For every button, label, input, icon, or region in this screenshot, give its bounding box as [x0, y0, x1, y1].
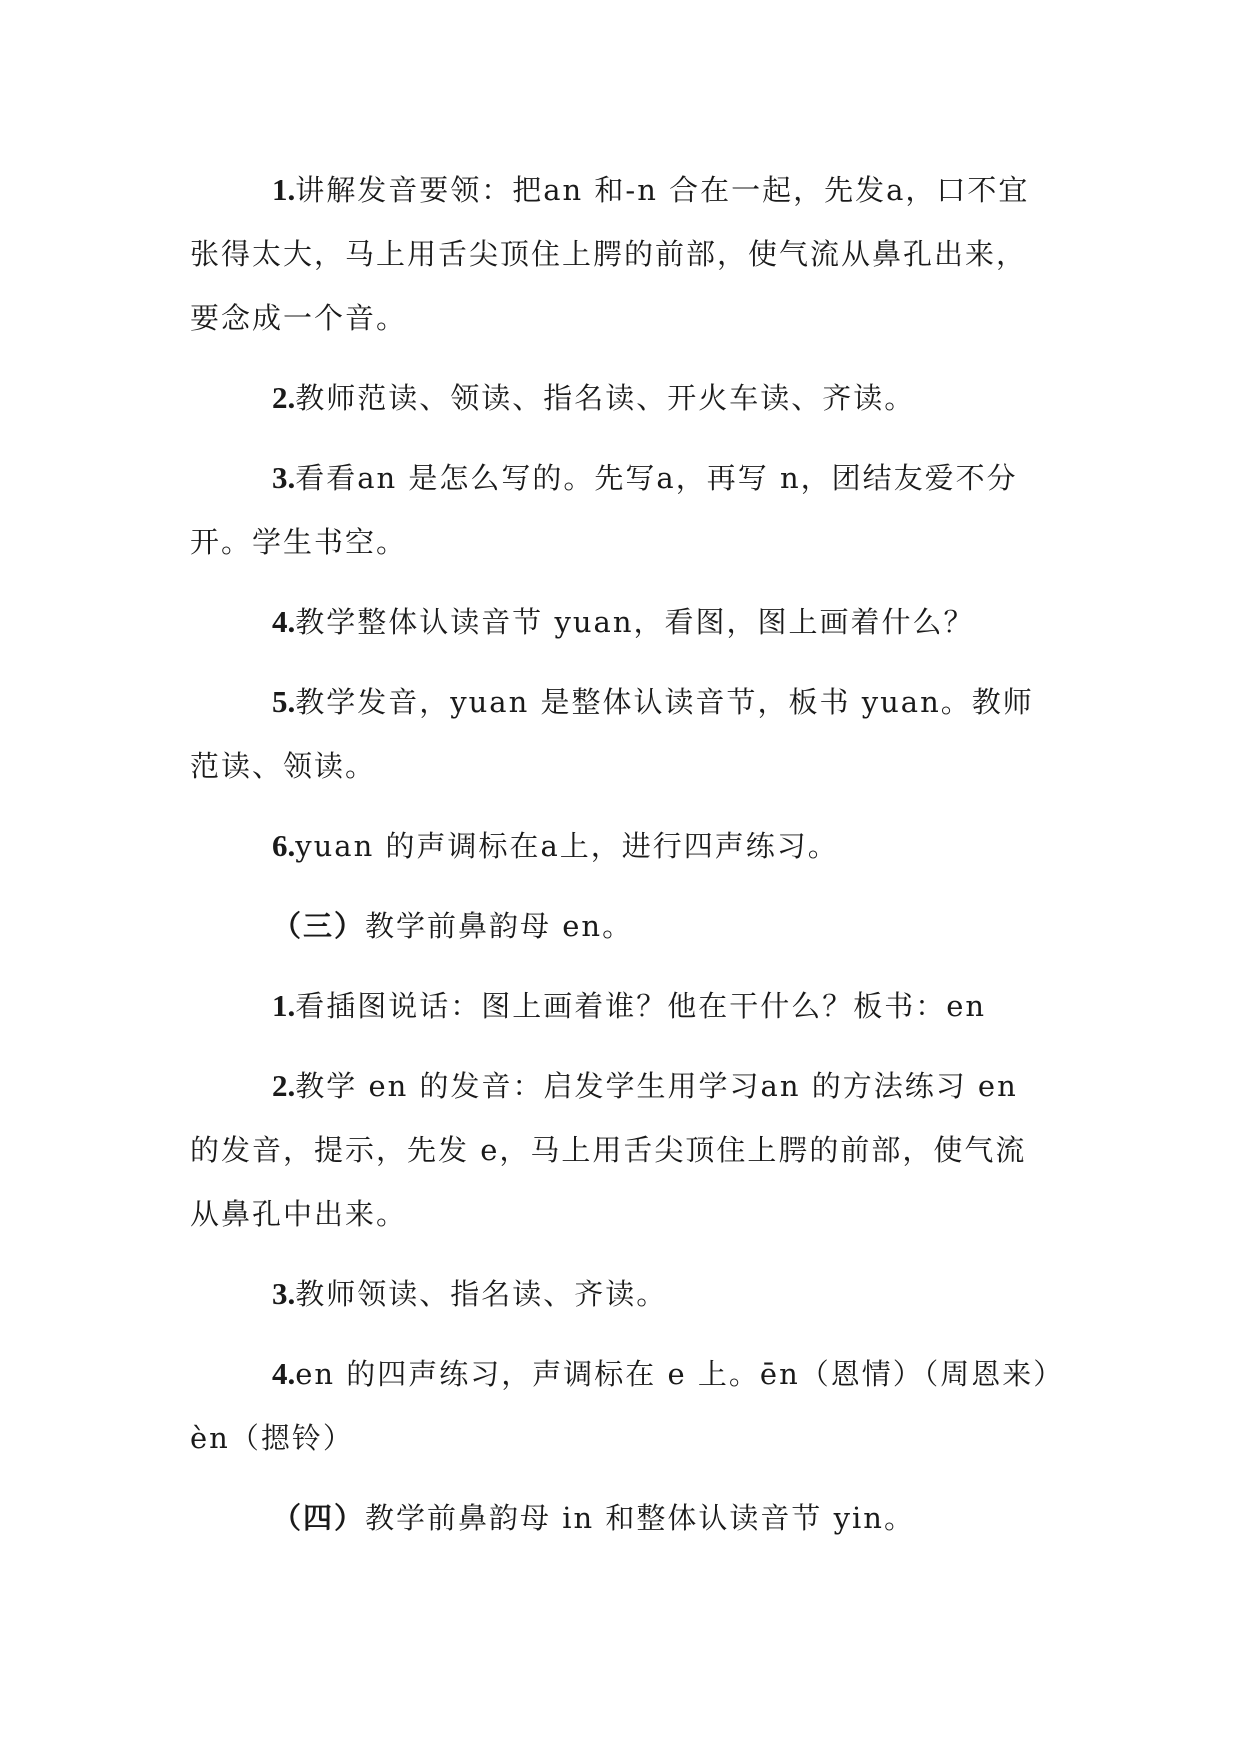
paragraph-1 [190, 158, 1052, 350]
item-number: 4. [272, 604, 296, 639]
item-number: 6. [272, 828, 296, 863]
paragraph-6 [190, 814, 1052, 878]
paragraph-text: 教学 en 的发音：启发学生用学习an 的方法练习 en 的发音，提示，先发 e，马上用舌尖顶住上腭的前部，使气流从鼻孔中出来。 [190, 1069, 1027, 1231]
paragraph-text: 讲解发音要领：把an 和-n 合在一起，先发a，口不宜张得太大，马上用舌尖顶住上腭的前部，使气流从鼻孔出来，要念成一个音。 [190, 173, 1030, 335]
section-heading-4 [190, 1486, 1052, 1550]
item-number: 3. [272, 1276, 296, 1311]
paragraph-3 [190, 446, 1052, 574]
paragraph-text: 看插图说话：图上画着谁？他在干什么？板书：en [295, 989, 987, 1023]
item-number: 3. [272, 460, 296, 495]
paragraph-text: yuan 的声调标在a上，进行四声练习。 [295, 829, 839, 863]
document-body [190, 158, 1052, 1550]
paragraph-5 [190, 670, 1052, 798]
section-number: （三） [272, 909, 366, 943]
section-title: 教学前鼻韵母 en。 [365, 909, 634, 943]
item-number: 1. [272, 988, 296, 1023]
paragraph-text: 教学发音，yuan 是整体认读音节，板书 yuan。教师范读、领读。 [190, 685, 1034, 783]
item-number: 5. [272, 684, 296, 719]
paragraph-text: 教学整体认读音节 yuan，看图，图上画着什么？ [295, 605, 975, 639]
paragraph-7 [190, 974, 1052, 1038]
item-number: 4. [272, 1356, 296, 1391]
paragraph-text: 看看an 是怎么写的。先写a，再写 n，团结友爱不分开。学生书空。 [190, 461, 1018, 559]
section-title: 教学前鼻韵母 in 和整体认读音节 yin。 [365, 1501, 915, 1535]
section-heading-3 [190, 894, 1052, 958]
item-number: 2. [272, 1068, 296, 1103]
paragraph-text: 教师范读、领读、指名读、开火车读、齐读。 [295, 381, 916, 415]
paragraph-text: 教师领读、指名读、齐读。 [295, 1277, 668, 1311]
paragraph-4 [190, 590, 1052, 654]
item-number: 1. [272, 172, 296, 207]
paragraph-text: en 的四声练习，声调标在 e 上。ēn（恩情）（周恩来）èn（摁铃） [190, 1357, 1050, 1455]
paragraph-8 [190, 1054, 1052, 1246]
section-number: （四） [272, 1501, 366, 1535]
item-number: 2. [272, 380, 296, 415]
paragraph-10 [190, 1342, 1052, 1470]
paragraph-2 [190, 366, 1052, 430]
paragraph-9 [190, 1262, 1052, 1326]
